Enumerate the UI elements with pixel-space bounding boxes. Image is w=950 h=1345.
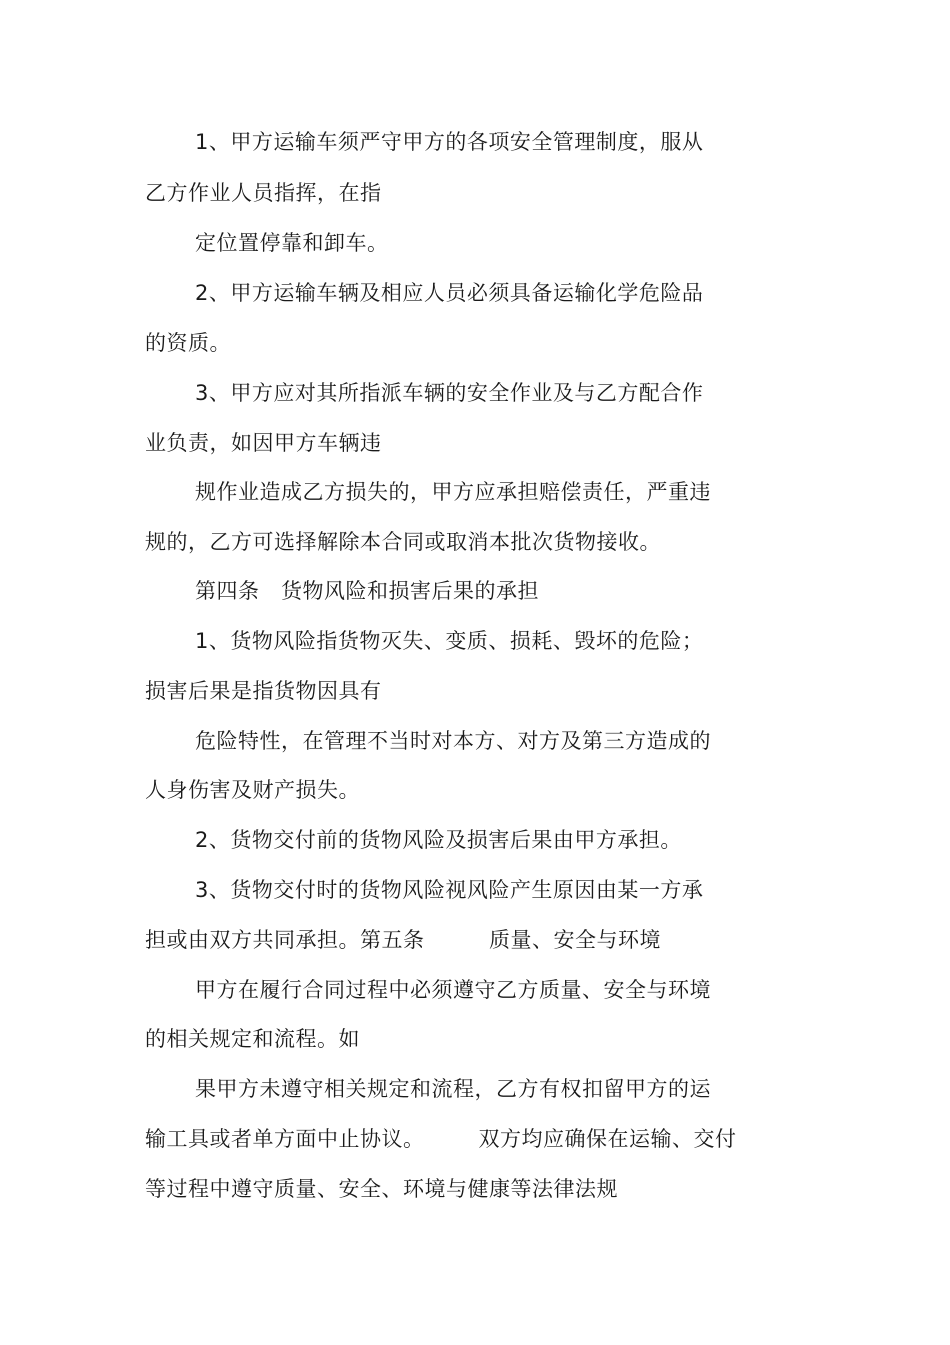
paragraph-line: 乙方作业人员指挥，在指 [145, 181, 382, 205]
paragraph-line: 担或由双方共同承担。第五条 质量、安全与环境 [145, 928, 661, 952]
paragraph-line: 甲方在履行合同过程中必须遵守乙方质量、安全与环境 [195, 978, 711, 1002]
paragraph-line: 1、货物风险指货物灭失、变质、损耗、毁坏的危险； [195, 629, 704, 653]
paragraph-line: 定位置停靠和卸车。 [195, 231, 389, 255]
paragraph-line: 危险特性，在管理不当时对本方、对方及第三方造成的 [195, 729, 711, 753]
paragraph-line: 规的，乙方可选择解除本合同或取消本批次货物接收。 [145, 530, 661, 554]
paragraph-line: 输工具或者单方面中止协议。 双方均应确保在运输、交付 [145, 1127, 737, 1151]
paragraph-line: 3、甲方应对其所指派车辆的安全作业及与乙方配合作 [195, 381, 704, 405]
paragraph-line: 2、货物交付前的货物风险及损害后果由甲方承担。 [195, 828, 682, 852]
paragraph-line: 规作业造成乙方损失的，甲方应承担赔偿责任，严重违 [195, 480, 711, 504]
paragraph-line: 等过程中遵守质量、安全、环境与健康等法律法规 [145, 1177, 618, 1201]
paragraph-line: 损害后果是指货物因具有 [145, 679, 382, 703]
paragraph-line: 的资质。 [145, 331, 231, 355]
paragraph-line: 2、甲方运输车辆及相应人员必须具备运输化学危险品 [195, 281, 704, 305]
paragraph-line: 1、甲方运输车须严守甲方的各项安全管理制度，服从 [195, 130, 704, 154]
paragraph-line: 3、货物交付时的货物风险视风险产生原因由某一方承 [195, 878, 704, 902]
paragraph-line: 业负责，如因甲方车辆违 [145, 431, 382, 455]
paragraph-line: 人身伤害及财产损失。 [145, 778, 360, 802]
section-heading: 第四条 货物风险和损害后果的承担 [195, 579, 539, 603]
paragraph-line: 的相关规定和流程。如 [145, 1027, 360, 1051]
paragraph-line: 果甲方未遵守相关规定和流程，乙方有权扣留甲方的运 [195, 1077, 711, 1101]
